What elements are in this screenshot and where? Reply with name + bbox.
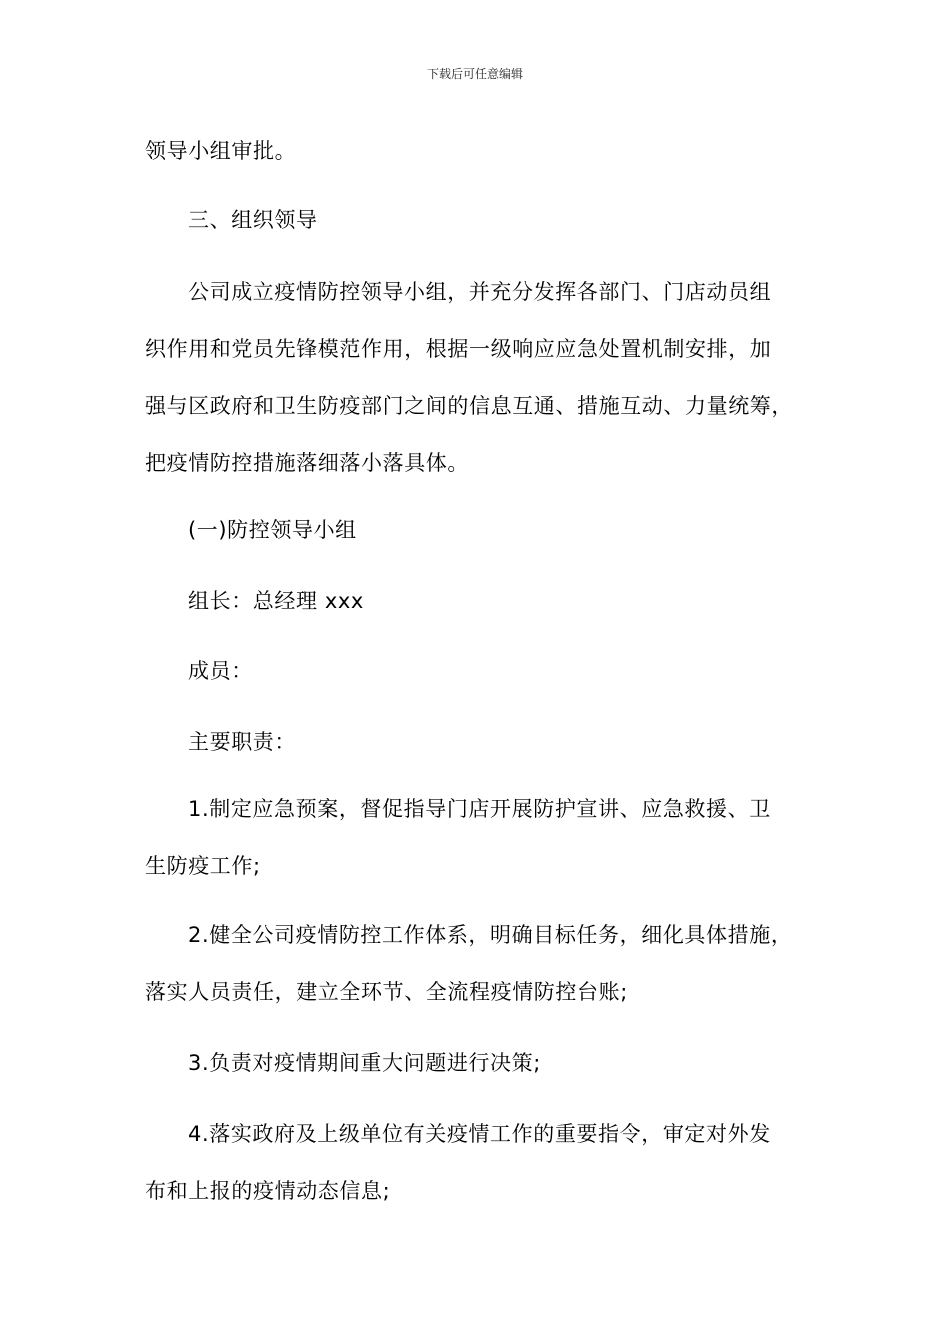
text-line: 强与区政府和卫生防疫部门之间的信息互通、措施互动、力量统筹， xyxy=(145,394,793,418)
text-line: 主要职责： xyxy=(188,730,296,754)
subsection-heading: (一)防控领导小组 xyxy=(188,518,357,542)
text-line: 落实人员责任，建立全环节、全流程疫情防控台账; xyxy=(145,980,628,1004)
text-line: 领导小组审批。 xyxy=(145,139,297,163)
text-line: 成员： xyxy=(188,659,253,683)
page-header: 下载后可任意编辑 xyxy=(426,67,523,81)
text-line: 织作用和党员先锋模范作用，根据一级响应应急处置机制安排，加 xyxy=(145,337,772,361)
text-line: 组长：总经理 xxx xyxy=(188,589,364,613)
text-line: 把疫情防控措施落细落小落具体。 xyxy=(145,451,469,475)
text-line: 生防疫工作; xyxy=(145,854,261,878)
list-item: 1.制定应急预案，督促指导门店开展防护宣讲、应急救援、卫 xyxy=(188,797,771,821)
section-heading: 三、组织领导 xyxy=(188,208,318,232)
list-item: 2.健全公司疫情防控工作体系，明确目标任务，细化具体措施， xyxy=(188,923,793,947)
text-line: 布和上报的疫情动态信息; xyxy=(145,1179,391,1203)
list-item: 4.落实政府及上级单位有关疫情工作的重要指令，审定对外发 xyxy=(188,1122,771,1146)
text-line: 公司成立疫情防控领导小组，并充分发挥各部门、门店动员组 xyxy=(188,280,772,304)
list-item: 3.负责对疫情期间重大问题进行决策; xyxy=(188,1051,541,1075)
